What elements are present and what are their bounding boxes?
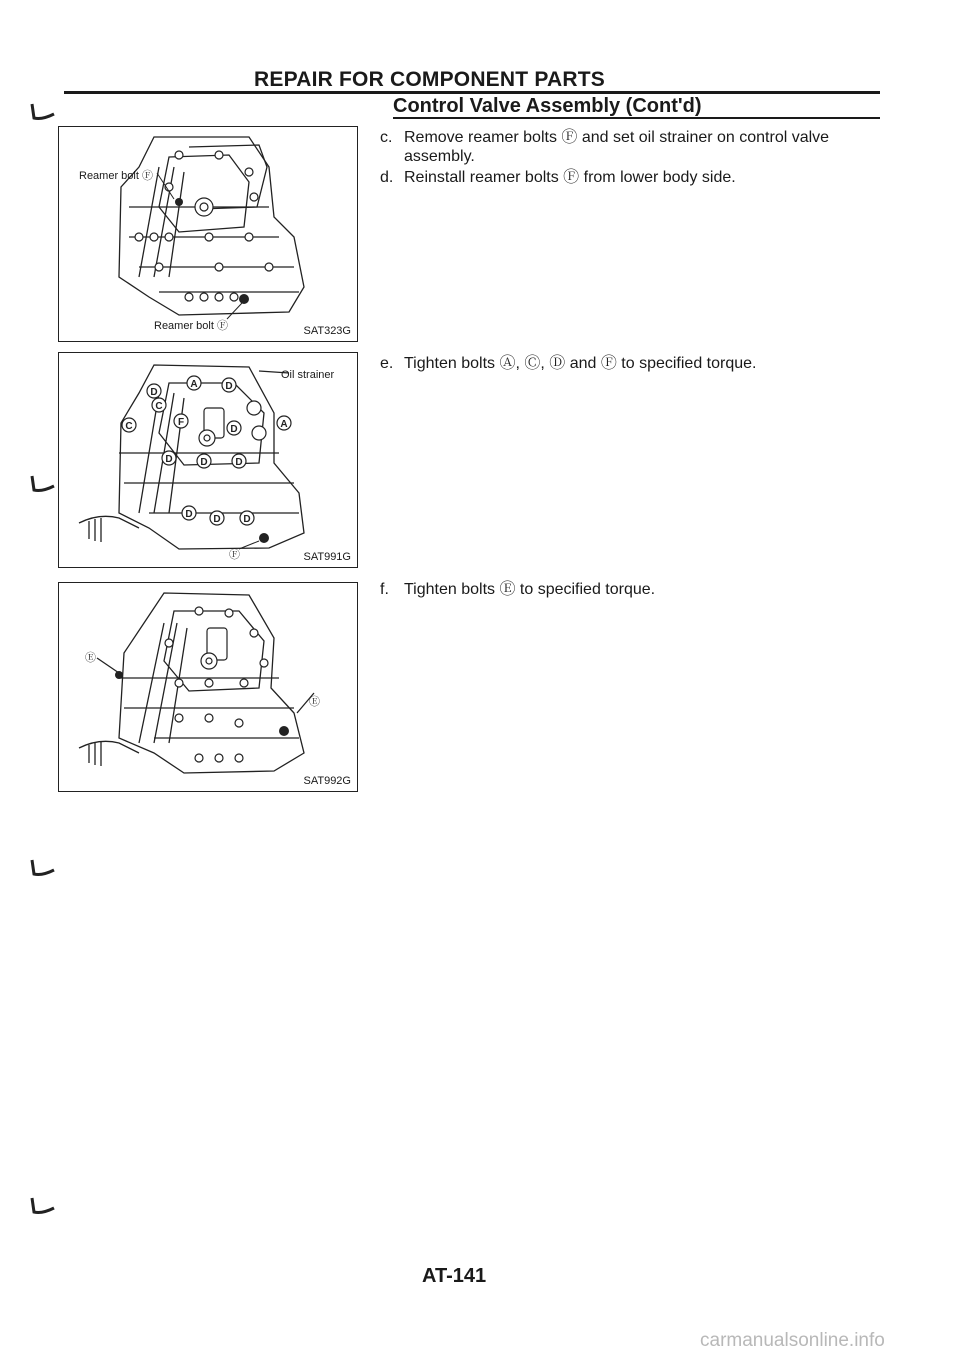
control-valve-illustration <box>59 583 357 791</box>
svg-text:D: D <box>200 457 208 468</box>
svg-text:D: D <box>165 454 173 465</box>
figure-label: Ⓔ <box>85 652 96 664</box>
step-letter: f. <box>380 581 389 598</box>
figure-reamer-bolts <box>58 126 358 342</box>
svg-text:C: C <box>125 421 133 432</box>
svg-text:D: D <box>235 457 243 468</box>
svg-text:D: D <box>225 381 233 392</box>
figure-label: Ⓕ <box>229 549 240 561</box>
figure-code: SAT992G <box>303 775 351 787</box>
section-rule <box>393 117 880 119</box>
svg-text:A: A <box>280 419 288 430</box>
header-rule <box>64 91 880 94</box>
svg-text:D: D <box>230 424 238 435</box>
corner-bracket-icon <box>28 100 58 124</box>
step-text: Remove reamer bolts Ⓕ and set oil strainer on control valve assembly. <box>404 129 830 165</box>
figure-label: Reamer bolt Ⓕ <box>79 170 153 182</box>
section-title: Control Valve Assembly (Cont'd) <box>393 95 702 117</box>
corner-bracket-icon <box>28 856 58 880</box>
svg-text:D: D <box>213 514 221 525</box>
step-item <box>380 128 890 166</box>
svg-text:F: F <box>177 417 185 428</box>
step-text: Tighten bolts Ⓐ, Ⓒ, Ⓓ and Ⓕ to specified torque. <box>404 355 757 372</box>
svg-text:D: D <box>243 514 251 525</box>
corner-bracket-icon <box>28 1194 58 1218</box>
step-item <box>380 168 890 187</box>
step-item <box>380 580 890 599</box>
svg-text:D: D <box>185 509 193 520</box>
svg-text:C: C <box>155 401 163 412</box>
page-number: AT-141 <box>422 1265 487 1287</box>
figure-label: Oil strainer <box>281 369 335 381</box>
steps-group <box>380 580 890 599</box>
step-text: Reinstall reamer bolts Ⓕ from lower body side. <box>404 169 736 186</box>
steps-group <box>380 128 890 187</box>
figure-label: Reamer bolt Ⓕ <box>154 320 228 332</box>
step-letter: d. <box>380 169 394 186</box>
step-letter: c. <box>380 129 393 146</box>
step-text: Tighten bolts Ⓔ to specified torque. <box>404 581 656 598</box>
corner-bracket-icon <box>28 472 58 496</box>
figure-tighten-bolts <box>58 352 358 568</box>
header-title: REPAIR FOR COMPONENT PARTS <box>254 68 605 91</box>
figure-bolts-e <box>58 582 358 792</box>
steps-group <box>380 354 890 373</box>
control-valve-illustration <box>59 353 357 567</box>
step-letter: e. <box>380 355 394 372</box>
step-item <box>380 354 890 373</box>
figure-label: Ⓔ <box>309 696 320 708</box>
figure-code: SAT323G <box>303 325 351 337</box>
figure-code: SAT991G <box>303 551 351 563</box>
control-valve-illustration <box>59 127 357 341</box>
svg-text:A: A <box>190 379 198 390</box>
watermark: carmanualsonline.info <box>700 1330 885 1351</box>
svg-text:D: D <box>150 387 158 398</box>
